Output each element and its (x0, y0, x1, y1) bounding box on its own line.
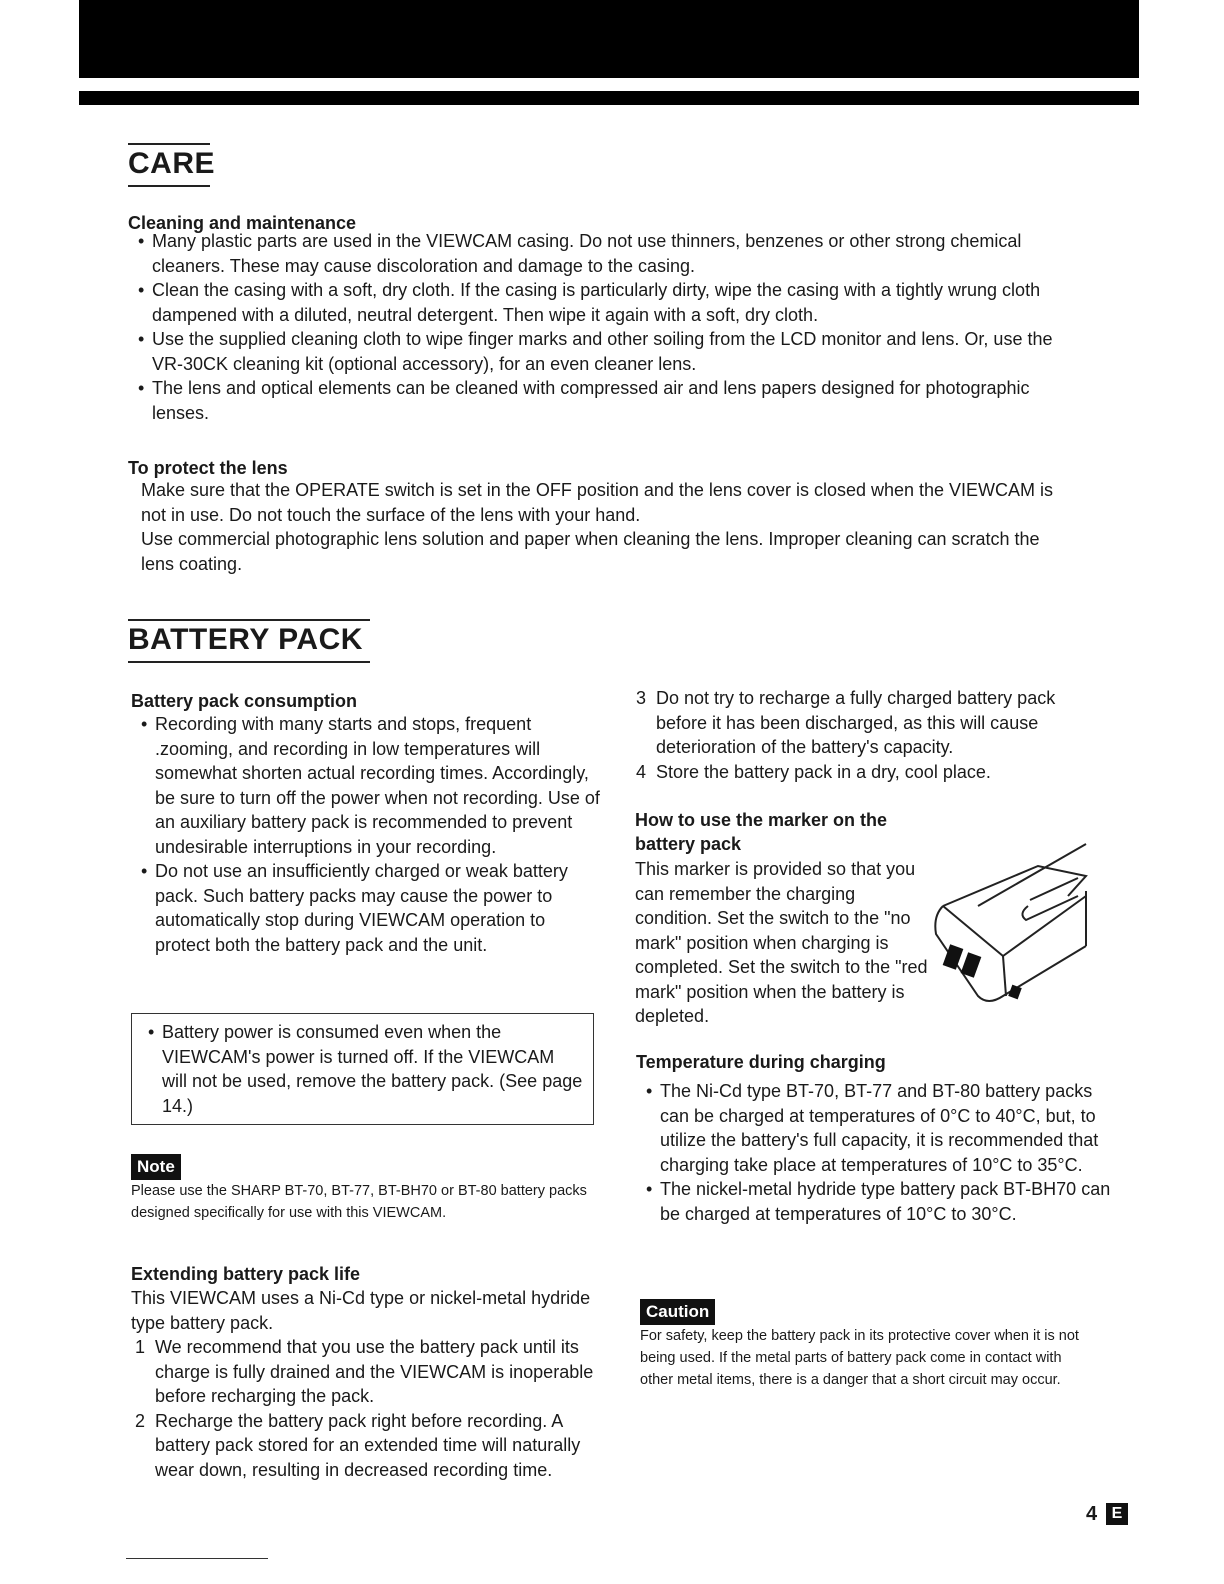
note-text: Please use the SHARP BT-70, BT-77, BT-BH70 or BT-80 battery packs designed specifically for use with this VIEWCAM. (131, 1183, 587, 1221)
list-item: • The nickel-metal hydride type battery pack BT-BH70 can be charged at temperatures of 10°C to 30°C. (636, 1177, 1116, 1226)
cleaning-list (128, 229, 1073, 425)
cleaning-heading: Cleaning and maintenance (128, 213, 357, 233)
info-box-text: • Battery power is consumed even when the VIEWCAM's power is turned off. If the VIEWCAM will not be used, remove the battery pack. (See page 14.) (138, 1020, 583, 1118)
list-item: • Clean the casing with a soft, dry cloth. If the casing is particularly dirty, wipe the casing with a tightly wrung cloth dampened with a diluted, neutral detergent. Then wipe it again with a soft, dry cloth. (128, 278, 1073, 327)
list-item: • Do not use an insufficiently charged or weak battery pack. Such battery packs may cause the power to automatically stop during VIEWCAM operation to protect both the battery pack and the unit. (131, 859, 601, 957)
language-badge: E (1106, 1503, 1128, 1525)
list-item: • The Ni-Cd type BT-70, BT-77 and BT-80 battery packs can be charged at temperatures of 0°C to 40°C, but, to utilize the battery's full capacity, it is recommended that charging take place at temperatures of 10°C to 35°C. (636, 1079, 1116, 1177)
footer-rule (126, 1558, 268, 1559)
marker-heading: How to use the marker on the battery pack (635, 810, 888, 854)
list-item: • Recording with many starts and stops, frequent .zooming, and recording in low temperatures will somewhat shorten actual recording times. Accordingly, be sure to turn off the power when not recording. Use of an auxiliary battery pack is recommended to prevent undesirable interruptions in your recording. (131, 712, 601, 859)
step-number: 1 (135, 1337, 146, 1357)
lens-heading: To protect the lens (128, 458, 288, 478)
consumption-list (131, 712, 601, 957)
list-item (632, 760, 1102, 785)
extending-heading: Extending battery pack life (131, 1264, 361, 1284)
header-bar (79, 0, 1139, 78)
step-number: 4 (636, 761, 647, 782)
temp-list (636, 1079, 1116, 1226)
step-text: We recommend that you use the battery pack until its charge is fully drained and the VIEWCAM is inoperable before recharging the pack. (155, 1337, 594, 1406)
step-number: 3 (636, 688, 647, 708)
caution-text: For safety, keep the battery pack in its protective cover when it is not being used. If the metal parts of battery pack come in contact with other metal items, there is a danger that a short circuit may occur. (640, 1328, 1079, 1388)
list-item: • Many plastic parts are used in the VIEWCAM casing. Do not use thinners, benzenes or other strong chemical cleaners. These may cause discoloration and damage to the casing. (128, 229, 1073, 278)
list-item (632, 686, 1102, 760)
list-item: • Use the supplied cleaning cloth to wipe finger marks and other soiling from the LCD monitor and lens. Or, use the VR-30CK cleaning kit (optional accessory), for an even cleaner lens. (128, 327, 1073, 376)
temp-heading: Temperature during charging (636, 1052, 886, 1072)
extending-steps-continued (632, 686, 1102, 784)
list-item (131, 1335, 601, 1409)
lens-text (141, 478, 1061, 576)
battery-title: BATTERY PACK (128, 619, 370, 663)
list-item: • The lens and optical elements can be cleaned with compressed air and lens papers designed for photographic lenses. (128, 376, 1073, 425)
extending-intro: This VIEWCAM uses a Ni-Cd type or nickel-metal hydride type battery pack. (131, 1288, 591, 1333)
step-text: Do not try to recharge a fully charged battery pack before it has been discharged, as this will cause deterioration of the battery's capacity. (656, 688, 1056, 757)
page-number: 4 (1086, 1503, 1098, 1525)
note-label: Note (131, 1154, 181, 1180)
info-box (131, 1013, 594, 1125)
step-text: Recharge the battery pack right before recording. A battery pack stored for an extended time will naturally wear down, resulting in decreased recording time. (155, 1410, 581, 1480)
care-title: CARE (128, 143, 210, 187)
step-text: Store the battery pack in a dry, cool place. (656, 761, 991, 782)
paragraph: Make sure that the OPERATE switch is set in the OFF position and the lens cover is closed when the VIEWCAM is not in use. Do not touch the surface of the lens with your hand. (141, 480, 1054, 525)
step-number: 2 (135, 1410, 146, 1431)
header-rule (79, 91, 1139, 105)
consumption-heading: Battery pack consumption (131, 691, 358, 711)
marker-text: This marker is provided so that you can remember the charging condition. Set the switch to the "no mark" position when charging is completed. Set the switch to the "red mark" position when the battery is depleted. (635, 859, 928, 1026)
paragraph: Use commercial photographic lens solution and paper when cleaning the lens. Improper cleaning can scratch the lens coating. (141, 529, 1040, 574)
caution-label: Caution (640, 1299, 715, 1325)
list-item (131, 1409, 601, 1483)
extending-steps (131, 1335, 601, 1482)
battery-pack-icon (918, 836, 1088, 1016)
